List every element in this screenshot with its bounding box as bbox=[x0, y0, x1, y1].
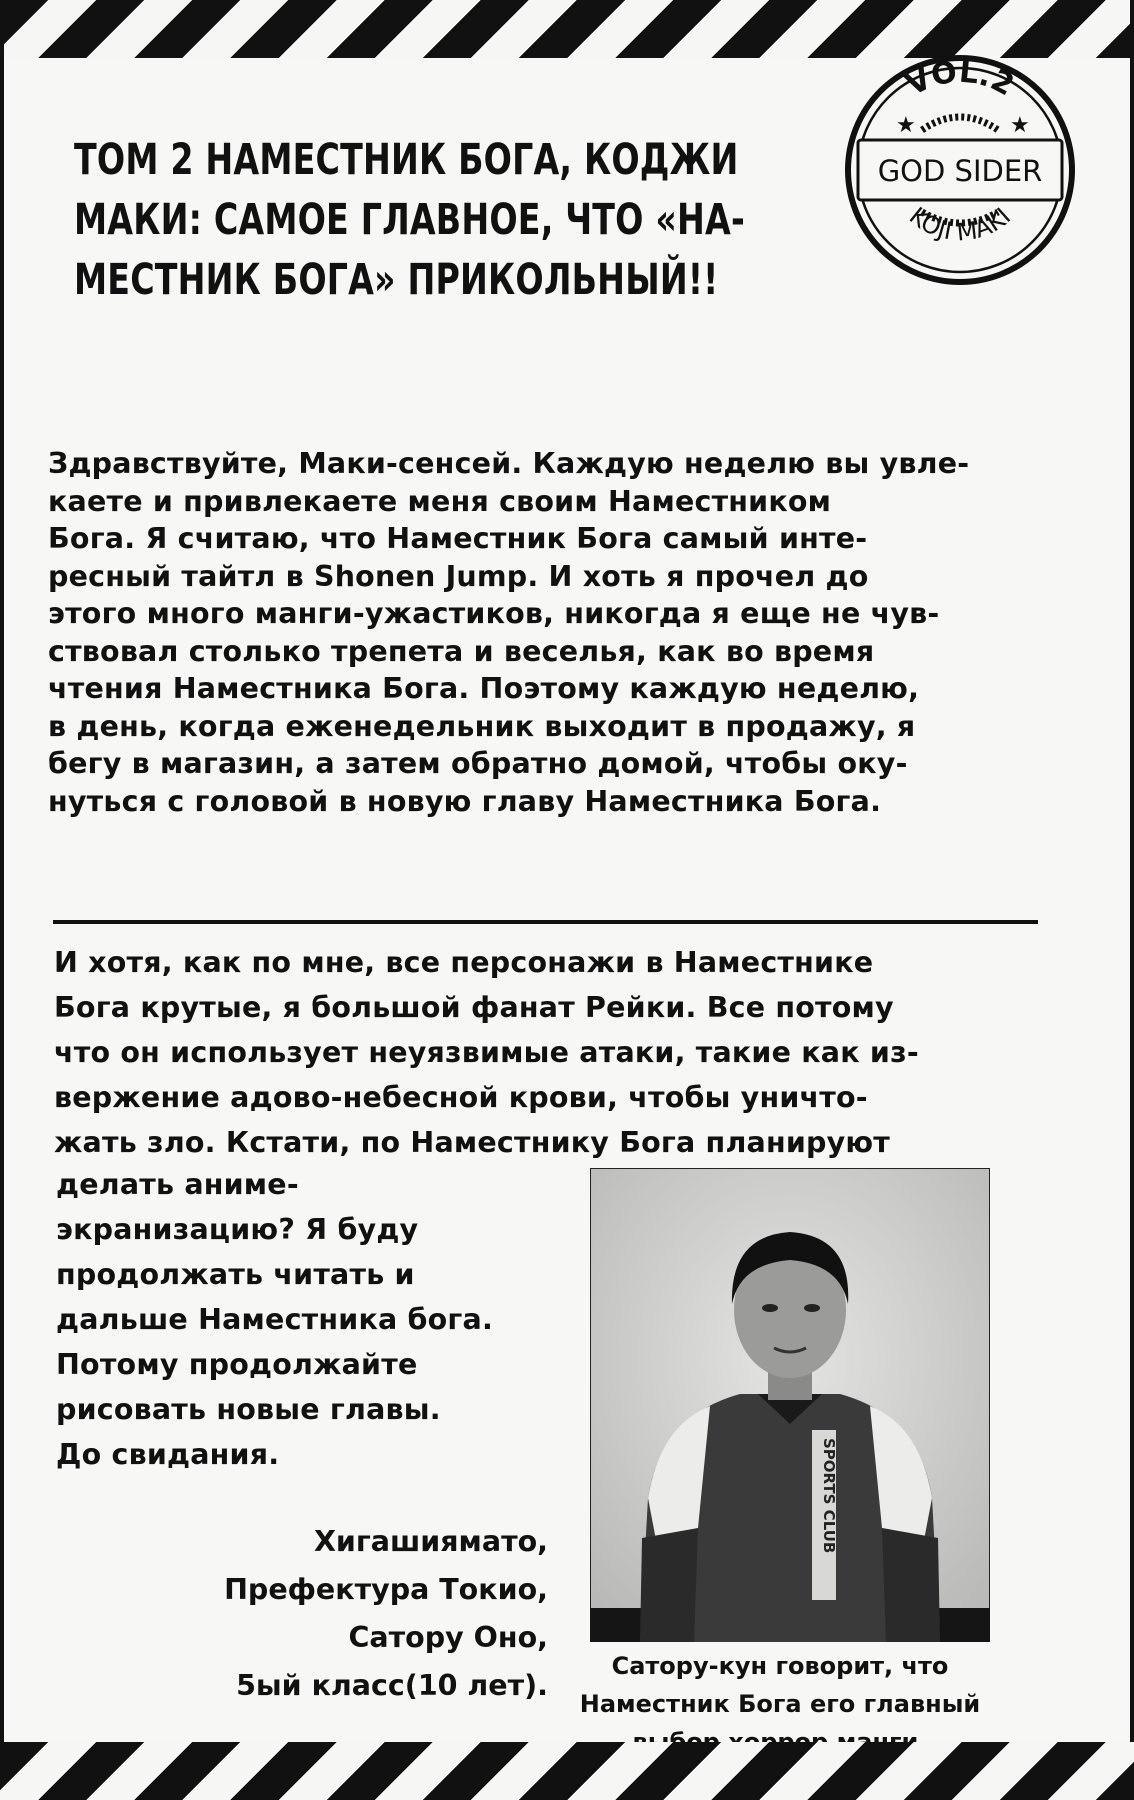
title-line: МЕСТНИК БОГА» ПРИКОЛЬНЫЙ!! bbox=[74, 255, 719, 305]
star-icon: ★ bbox=[896, 113, 916, 138]
shirt-text: SPORTS CLUB bbox=[820, 1438, 838, 1554]
star-icon: ★ bbox=[1010, 113, 1030, 138]
letter-paragraph-2 bbox=[54, 940, 919, 1165]
stamp-vol: VOL.2 bbox=[900, 54, 1020, 104]
signature-line: 5ый класс(10 лет). bbox=[236, 1669, 548, 1702]
text-line: экранизацию? Я буду bbox=[56, 1213, 419, 1246]
text-line: делать аниме- bbox=[56, 1168, 299, 1201]
caption-line: Наместник Бога его главный bbox=[579, 1690, 981, 1718]
svg-text:VOL.2 bbox=[901, 54, 1020, 103]
signature-line: Сатору Оно, bbox=[348, 1621, 548, 1654]
letter-paragraph-3 bbox=[56, 1162, 493, 1477]
text-line: что он использует неуязвимые атаки, такие как из- bbox=[54, 1036, 919, 1069]
title-line: ТОМ 2 НАМЕСТНИК БОГА, КОДЖИ bbox=[74, 135, 739, 185]
vol-stamp-logo bbox=[830, 40, 1090, 300]
bottom-hazard-stripe bbox=[0, 1742, 1134, 1800]
caption-line: Сатору-кун говорит, что bbox=[611, 1652, 949, 1680]
page-title bbox=[74, 130, 796, 310]
text-line: ресный тайтл в Shonen Jump. И хоть я прочел до bbox=[48, 559, 869, 593]
text-line: Бога. Я считаю, что Наместник Бога самый инте- bbox=[48, 522, 868, 555]
stamp-series: GOD SIDER bbox=[877, 154, 1043, 188]
text-line: До свидания. bbox=[56, 1438, 280, 1471]
text-line: вержение адово-небесной крови, чтобы уничто- bbox=[54, 1081, 868, 1114]
text-line: бегу в магазин, а затем обратно домой, чтобы оку- bbox=[48, 747, 908, 780]
text-line: дальше Наместника бога. bbox=[56, 1303, 493, 1336]
text-line: чтения Наместника Бога. Поэтому каждую неделю, bbox=[48, 672, 920, 705]
right-border bbox=[1130, 0, 1134, 1800]
stamp-author: KOJI MAKI bbox=[904, 201, 1017, 247]
reader-photo bbox=[590, 1168, 990, 1642]
text-line: нуться с головой в новую главу Наместника Бога. bbox=[48, 784, 882, 818]
letter-paragraph-1 bbox=[48, 445, 969, 820]
text-line: жать зло. Кстати, по Наместнику Бога планируют bbox=[54, 1126, 891, 1159]
text-line: ствовал столько трепета и веселья, как во время bbox=[48, 634, 875, 668]
text-line: Потому продолжайте bbox=[56, 1348, 418, 1381]
text-line: продолжать читать и bbox=[56, 1258, 415, 1291]
signature-line: Хигашиямато, bbox=[313, 1525, 548, 1558]
text-line: в день, когда еженедельник выходит в продажу, я bbox=[48, 709, 916, 743]
text-line: рисовать новые главы. bbox=[56, 1393, 441, 1426]
text-line: этого много манги-ужастиков, никогда я еще не чув- bbox=[48, 597, 940, 630]
section-divider bbox=[53, 920, 1038, 924]
text-line: Здравствуйте, Маки-сенсей. Каждую неделю вы увле- bbox=[48, 447, 970, 480]
text-line: И хотя, как по мне, все персонажи в Наместнике bbox=[54, 946, 874, 979]
text-line: каете и привлекаете меня своим Наместником bbox=[48, 484, 832, 518]
signature-line: Префектура Токио, bbox=[224, 1573, 548, 1606]
svg-text:KOJI MAKI bbox=[904, 202, 1016, 247]
title-line: МАКИ: САМОЕ ГЛАВНОЕ, ЧТО «НА- bbox=[74, 195, 745, 245]
text-line: Бога крутые, я большой фанат Рейки. Все потому bbox=[54, 991, 894, 1024]
signature-block bbox=[150, 1518, 548, 1710]
